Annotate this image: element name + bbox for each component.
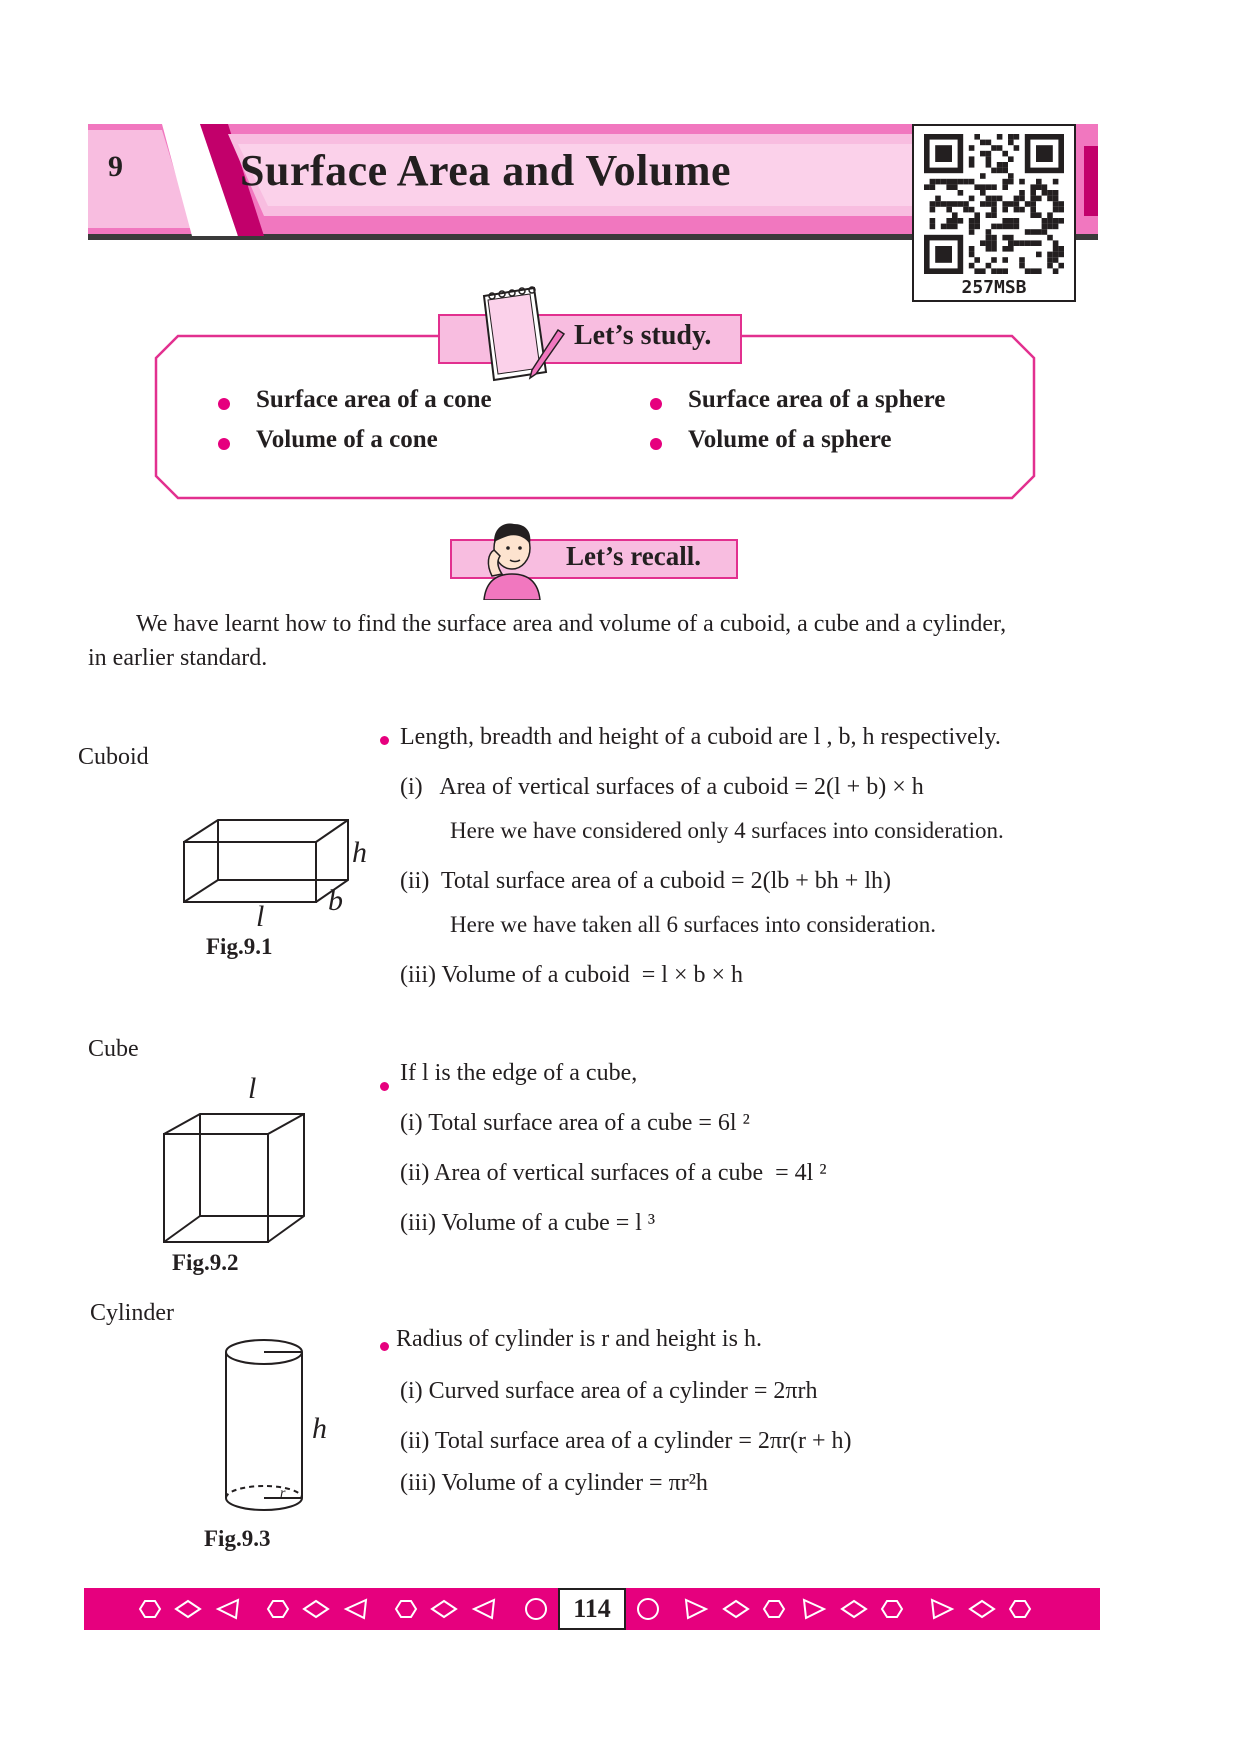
cuboid-dim-h: h xyxy=(352,836,367,869)
cylinder-formula-2: (ii) Total surface area of a cylinder = 2πr(r + h) xyxy=(400,1428,852,1454)
bullet-icon xyxy=(218,438,230,450)
cube-heading: Cube xyxy=(88,1036,139,1062)
cylinder-intro: Radius of cylinder is r and height is h. xyxy=(396,1326,762,1352)
cuboid-dim-l: l xyxy=(256,900,265,933)
cube-formula-1: (i) Total surface area of a cube = 6l ² xyxy=(400,1110,750,1136)
bullet-icon xyxy=(218,398,230,410)
bullet-icon xyxy=(380,1082,389,1091)
chapter-title: Surface Area and Volume xyxy=(240,146,732,195)
cuboid-formula-2-note: Here we have taken all 6 surfaces into consideration. xyxy=(450,912,936,937)
cylinder-dim-r: r xyxy=(280,1486,286,1501)
cube-formula-2: (ii) Area of vertical surfaces of a cube = 4l ² xyxy=(400,1160,827,1186)
bullet-icon xyxy=(380,1342,389,1351)
cuboid-formula-1-note: Here we have considered only 4 surfaces into consideration. xyxy=(450,818,1004,843)
intro-paragraph-line-1: We have learnt how to find the surface area and volume of a cuboid, a cube and a cylinder, xyxy=(136,611,1007,637)
qr-code-pattern xyxy=(924,134,1064,274)
cylinder-dim-h: h xyxy=(312,1412,327,1445)
study-topic: Volume of a sphere xyxy=(688,426,892,453)
study-topic: Surface area of a sphere xyxy=(688,386,946,413)
cuboid-formula-1: (i) Area of vertical surfaces of a cuboid = 2(l + b) × h xyxy=(400,774,924,800)
cuboid-intro: Length, breadth and height of a cuboid are l , b, h respectively. xyxy=(400,724,1001,750)
fig-9-2-caption: Fig.9.2 xyxy=(172,1250,239,1275)
cuboid-formula-3: (iii) Volume of a cuboid = l × b × h xyxy=(400,962,744,988)
cylinder-formula-1: (i) Curved surface area of a cylinder = 2πrh xyxy=(400,1378,818,1404)
fig-9-1-caption: Fig.9.1 xyxy=(206,934,273,959)
cube-intro: If l is the edge of a cube, xyxy=(400,1060,638,1086)
cube-formula-3: (iii) Volume of a cube = l ³ xyxy=(400,1210,656,1236)
qr-code xyxy=(912,124,1076,302)
bullet-icon xyxy=(650,438,662,450)
cuboid-dim-b: b xyxy=(328,884,343,917)
cylinder-heading: Cylinder xyxy=(90,1300,174,1326)
cube-dim-l: l xyxy=(248,1072,257,1105)
thinking-boy-icon xyxy=(476,516,548,600)
study-title: Let’s study. xyxy=(574,320,712,351)
study-topic: Surface area of a cone xyxy=(256,386,492,413)
cylinder-formula-3: (iii) Volume of a cylinder = πr²h xyxy=(400,1470,708,1496)
study-topic: Volume of a cone xyxy=(256,426,438,453)
bullet-icon xyxy=(380,736,389,745)
bullet-icon xyxy=(650,398,662,410)
intro-paragraph-line-2: in earlier standard. xyxy=(88,645,268,671)
recall-title: Let’s recall. xyxy=(566,541,701,571)
cube-figure xyxy=(160,1110,310,1246)
qr-caption: 257MSB xyxy=(961,277,1027,298)
cuboid-formula-2: (ii) Total surface area of a cuboid = 2(lb + bh + lh) xyxy=(400,868,891,894)
notepad-pencil-icon xyxy=(478,286,568,382)
cuboid-heading: Cuboid xyxy=(78,744,149,770)
cylinder-figure xyxy=(220,1336,310,1516)
chapter-number: 9 xyxy=(108,150,123,183)
page-number: 114 xyxy=(558,1588,626,1630)
fig-9-3-caption: Fig.9.3 xyxy=(204,1526,271,1551)
